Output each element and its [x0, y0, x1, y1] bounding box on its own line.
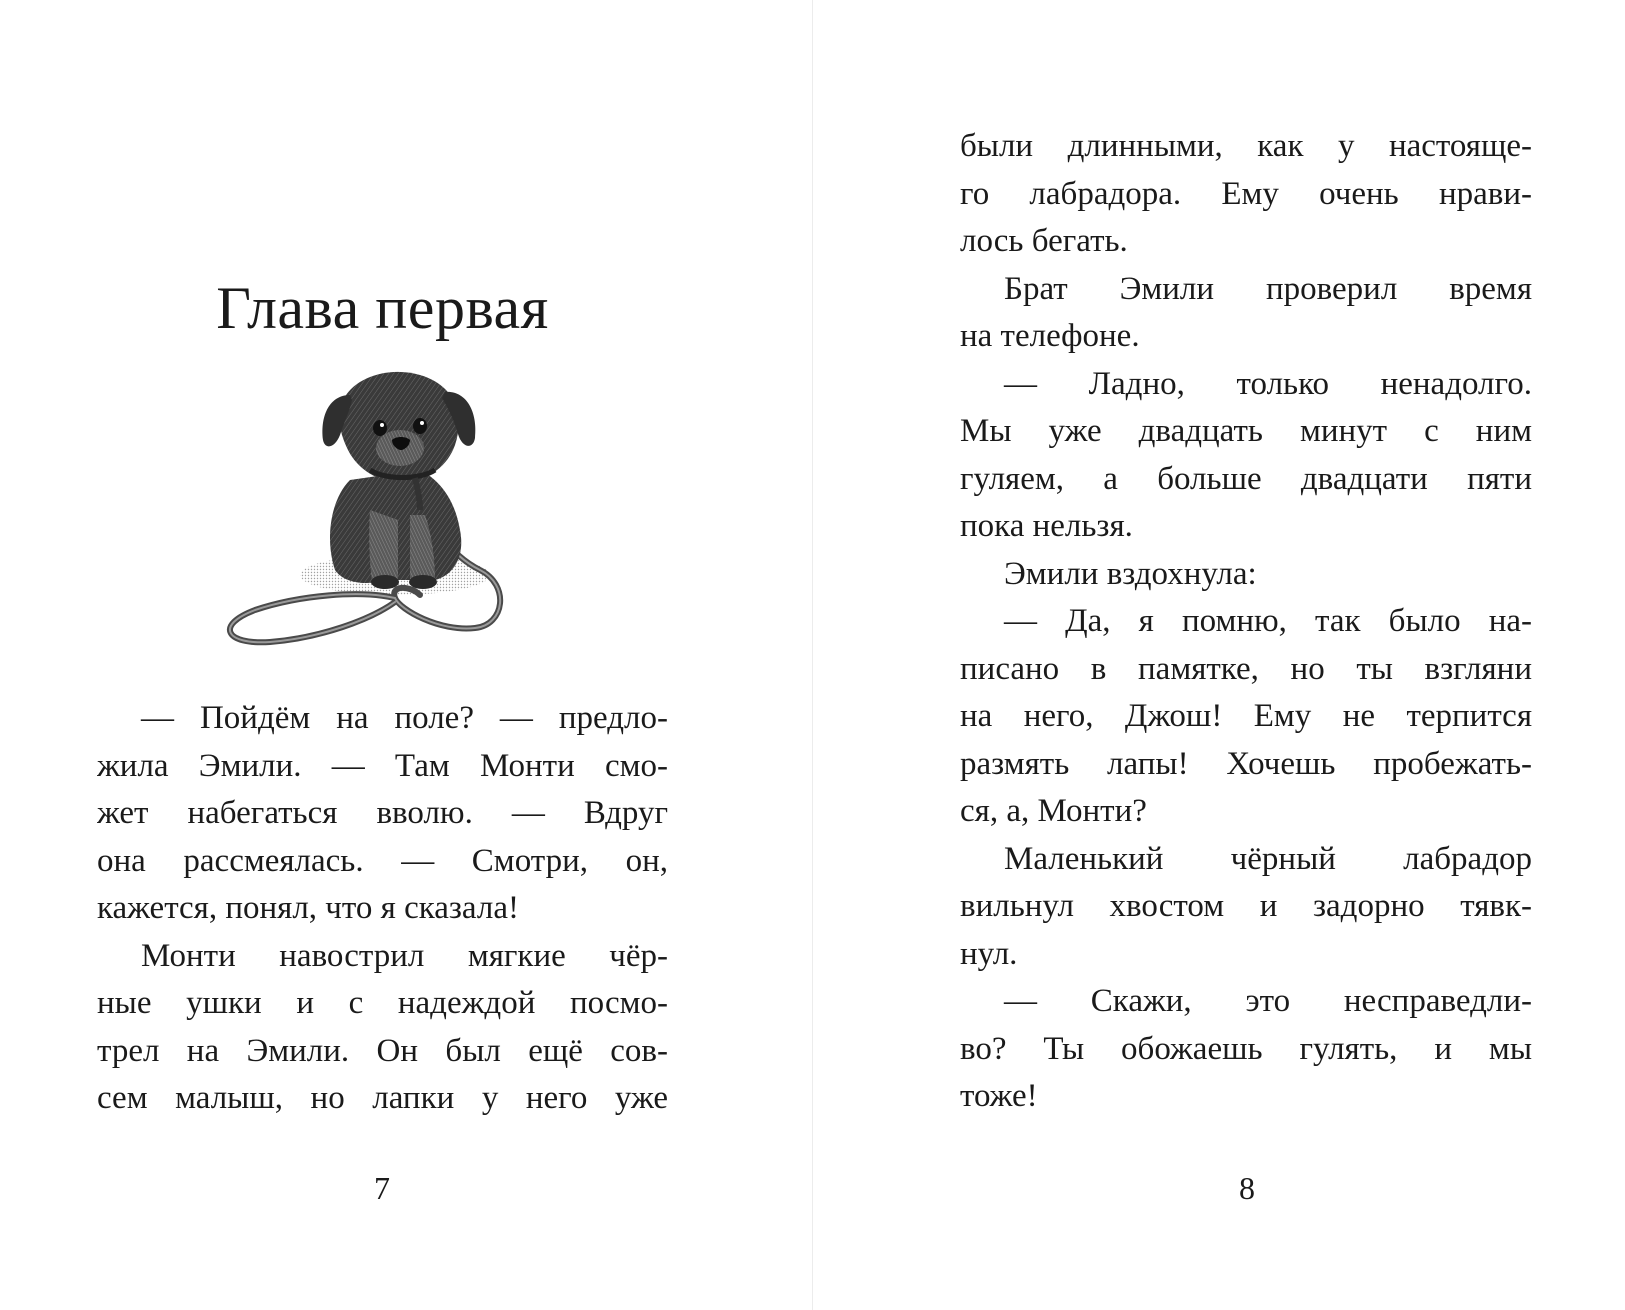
puppy-eye: [413, 418, 427, 434]
text-line: на телефоне.: [960, 318, 1140, 354]
text-line: жила Эмили. — Там Монти смо-: [97, 747, 668, 784]
text-line: жет набегаться вволю. — Вдруг: [97, 795, 668, 831]
page-number: 8: [1239, 1170, 1255, 1206]
puppy-eye: [373, 420, 387, 436]
text-line: гуляем, а больше двадцати пяти: [960, 460, 1532, 497]
left-page-text: [97, 695, 668, 1123]
text-line: — Пойдём на поле? — предло-: [141, 700, 668, 736]
text-line: Мы уже двадцать минут с ним: [960, 413, 1532, 449]
text-line: ные ушки и с надеждой посмо-: [97, 985, 668, 1021]
text-line: на него, Джош! Ему не терпится: [960, 698, 1532, 734]
text-line: Маленький чёрный лабрадор: [1004, 840, 1532, 877]
right-page: [813, 0, 1625, 1310]
text-line: писано в памятке, но ты взгляни: [960, 650, 1532, 687]
puppy-with-leash-illustration: [220, 370, 530, 675]
text-line: во? Ты обожаешь гулять, и мы: [960, 1030, 1532, 1067]
text-line: тоже!: [960, 1078, 1038, 1114]
chapter-title: Глава первая: [216, 275, 549, 341]
left-page: [0, 0, 812, 1310]
text-line: ся, а, Монти?: [960, 793, 1147, 829]
text-line: пока нельзя.: [960, 508, 1133, 544]
text-line: нул.: [960, 935, 1018, 972]
text-line: трел на Эмили. Он был ещё сов-: [97, 1032, 668, 1069]
right-page-text: [960, 123, 1532, 1121]
text-line: она рассмеялась. — Смотри, он,: [97, 842, 668, 879]
text-line: сем малыш, но лапки у него уже: [97, 1080, 668, 1116]
text-line: Брат Эмили проверил время: [1004, 270, 1532, 307]
text-line: лось бегать.: [960, 223, 1128, 259]
text-line: — Скажи, это несправедли-: [1004, 983, 1532, 1019]
text-line: — Ладно, только ненадолго.: [1004, 365, 1532, 402]
text-line: кажется, понял, что я сказала!: [97, 890, 519, 926]
text-line: — Да, я помню, так было на-: [1004, 603, 1532, 639]
text-line: были длинными, как у настояще-: [960, 128, 1532, 164]
page-number: 7: [374, 1170, 390, 1206]
text-line: Эмили вздохнула:: [1004, 555, 1257, 592]
text-line: го лабрадора. Ему очень нрави-: [960, 175, 1532, 212]
text-line: вильнул хвостом и задорно тявк-: [960, 888, 1532, 924]
text-line: размять лапы! Хочешь пробежать-: [960, 745, 1532, 782]
text-line: Монти навострил мягкие чёр-: [141, 937, 668, 974]
